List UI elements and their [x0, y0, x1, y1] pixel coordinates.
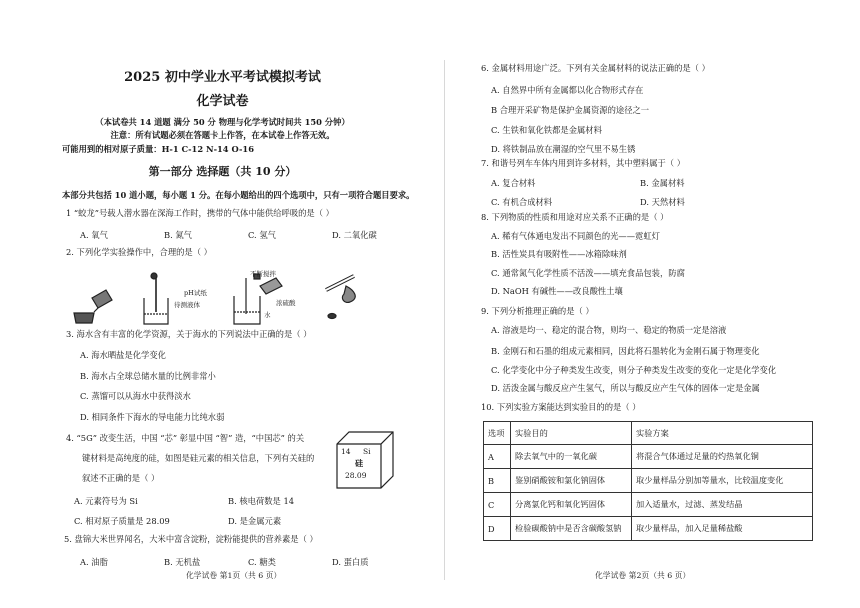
question-8: 8. 下列物质的性质和用途对应关系不正确的是（ ） [481, 212, 669, 222]
atomic-number: 14 [341, 447, 351, 456]
q6-option-a: A. 自然界中所有金属都以化合物形式存在 [491, 85, 644, 95]
question-7: 7. 和谐号列车车体内用到许多材料，其中塑料属于（ ） [481, 158, 686, 168]
q9-option-a: A. 溶液是均一、稳定的混合物，则均一、稳定的物质一定是溶液 [491, 325, 727, 335]
element-symbol: Si [363, 447, 371, 456]
element-name: 硅 [355, 458, 363, 468]
q3-option-c: C. 蒸馏可以从海水中获得淡水 [80, 391, 191, 401]
exam-info: （本试卷共 14 道题 满分 50 分 物理与化学考试时间共 150 分钟） [95, 117, 350, 127]
q5-option-a: A. 油脂 [80, 557, 108, 567]
fig-label-conc-acid: 浓硫酸 [276, 299, 296, 307]
table-row [484, 469, 813, 493]
q7-option-a: A. 复合材料 [491, 178, 536, 188]
table-cell: 加入适量水，过滤、蒸发结晶 [632, 493, 813, 517]
table-row [484, 445, 813, 469]
q9-option-d: D. 活泼金属与酸反应产生氢气，所以与酸反应产生气体的固体一定是金属 [491, 383, 760, 393]
question-6: 6. 金属材料用途广泛。下列有关金属材料的说法正确的是（ ） [481, 63, 710, 73]
q2-figures [64, 268, 394, 328]
lab-operations-figure [64, 268, 394, 328]
table-cell: 将混合气体通过足量的灼热氧化铜 [632, 445, 813, 469]
table-row [484, 493, 813, 517]
question-10: 10. 下列实验方案能达到实验目的的是（ ） [481, 402, 641, 412]
fig-label-stirring: 不断搅拌 [250, 270, 276, 278]
q4-option-a: A. 元素符号为 Si [74, 496, 138, 506]
q3-option-d: D. 相同条件下海水的导电能力比纯水弱 [80, 412, 225, 422]
q5-option-c: C. 糖类 [248, 557, 276, 567]
question-4-line-2: 键材料是高纯度的硅，如图是硅元素的相关信息，下列有关硅的 [82, 453, 315, 463]
section-description: 本部分共包括 10 道小题，每小题 1 分。在每小题给出的四个选项中，只有一项符合题目要求。 [62, 190, 415, 200]
exam-notice: 注意：所有试题必须在答题卡上作答，在本试卷上作答无效。 [110, 130, 335, 140]
q3-option-a: A. 海水晒盐是化学变化 [80, 350, 166, 360]
q1-option-a: A. 氧气 [80, 230, 108, 240]
question-3: 3. 海水含有丰富的化学资源，关于海水的下列说法中正确的是（ ） [66, 329, 312, 339]
q6-option-b: B 合理开采矿物是保护金属资源的途径之一 [491, 105, 650, 115]
q5-option-b: B. 无机盐 [164, 557, 201, 567]
silicon-element-card [335, 430, 395, 490]
question-1: 1 “蛟龙”号载人潜水器在深海工作时，携带的气体中能供给呼吸的是（ ） [66, 208, 334, 218]
q5-option-d: D. 蛋白质 [332, 557, 369, 567]
table-cell: 检验碳酸钠中是否含碳酸氢钠 [511, 517, 632, 541]
element-box-outline [335, 430, 395, 490]
q8-option-b: B. 活性炭具有吸附性——冰箱除味剂 [491, 249, 627, 259]
fig-label-test-liquid: 待测液体 [174, 301, 200, 309]
fig-label-ph-paper: pH试纸 [184, 289, 207, 297]
table-header-row [484, 422, 813, 445]
q8-option-d: D. NaOH 有碱性——改良酸性土壤 [491, 286, 623, 296]
table-cell: B [484, 469, 511, 493]
page-footer-2: 化学试卷 第2页（共 6 页） [595, 571, 691, 580]
table-cell: 鉴别硝酸铵和氯化钠固体 [511, 469, 632, 493]
page-footer-1: 化学试卷 第1页（共 6 页） [186, 571, 282, 580]
question-9: 9. 下列分析推理正确的是（ ） [481, 306, 594, 316]
table-cell: D [484, 517, 511, 541]
table-row [484, 517, 813, 541]
q8-option-c: C. 通常氮气化学性质不活泼——填充食品包装，防腐 [491, 268, 685, 278]
atomic-mass-line: 可能用到的相对原子质量：H-1 C-12 N-14 O-16 [62, 144, 254, 154]
table-header-cell: 实验方案 [632, 422, 813, 445]
question-4-line-3: 叙述不正确的是（ ） [82, 473, 160, 483]
q1-option-b: B. 氮气 [164, 230, 192, 240]
q9-option-c: C. 化学变化中分子种类发生改变，则分子种类发生改变的变化一定是化学变化 [491, 365, 777, 375]
table-cell: 取少量样品，加入足量稀盐酸 [632, 517, 813, 541]
table-cell: 除去氧气中的一氧化碳 [511, 445, 632, 469]
q7-option-b: B. 金属材料 [640, 178, 685, 188]
q8-option-a: A. 稀有气体通电发出不同颜色的光——霓虹灯 [491, 231, 660, 241]
atomic-mass: 28.09 [345, 471, 367, 480]
q9-option-b: B. 金刚石和石墨的组成元素相同，因此将石墨转化为金刚石属于物理变化 [491, 346, 760, 356]
q10-table [483, 421, 813, 541]
table-cell: A [484, 445, 511, 469]
q7-option-c: C. 有机合成材料 [491, 197, 553, 207]
table-cell: 取少量样品分别加等量水，比较温度变化 [632, 469, 813, 493]
q1-option-d: D. 二氧化碳 [332, 230, 377, 240]
question-2: 2. 下列化学实验操作中，合理的是（ ） [66, 247, 212, 257]
subject-title: 化学试卷 [196, 94, 249, 109]
q3-option-b: B. 海水占全球总储水量的比例非常小 [80, 371, 216, 381]
fig-label-water: 水 [264, 311, 271, 319]
question-5: 5. 盘锦大米世界闻名，大米中富含淀粉，淀粉能提供的营养素是（ ） [64, 534, 318, 544]
q7-option-d: D. 天然材料 [640, 197, 685, 207]
q6-option-c: C. 生铁和氧化铁都是金属材料 [491, 125, 602, 135]
q1-option-c: C. 氢气 [248, 230, 276, 240]
q6-option-d: D. 将铁制品放在潮湿的空气里不易生锈 [491, 144, 636, 154]
question-4-line-1: 4. “5G” 改变生活，中国 “芯” 彰显中国 “智” 造，“中国芯” 的关 [66, 433, 305, 443]
table-header-cell: 选项 [484, 422, 511, 445]
table-cell: C [484, 493, 511, 517]
q4-option-b: B. 核电荷数是 14 [228, 496, 295, 506]
table-cell: 分离氯化钙和氧化钙固体 [511, 493, 632, 517]
exam-title: 2025 初中学业水平考试模拟考试 [124, 70, 321, 85]
q4-option-d: D. 是金属元素 [228, 516, 282, 526]
section-heading: 第一部分 选择题（共 10 分） [148, 165, 297, 178]
table-header-cell: 实验目的 [511, 422, 632, 445]
q4-option-c: C. 相对原子质量是 28.09 [74, 516, 170, 526]
